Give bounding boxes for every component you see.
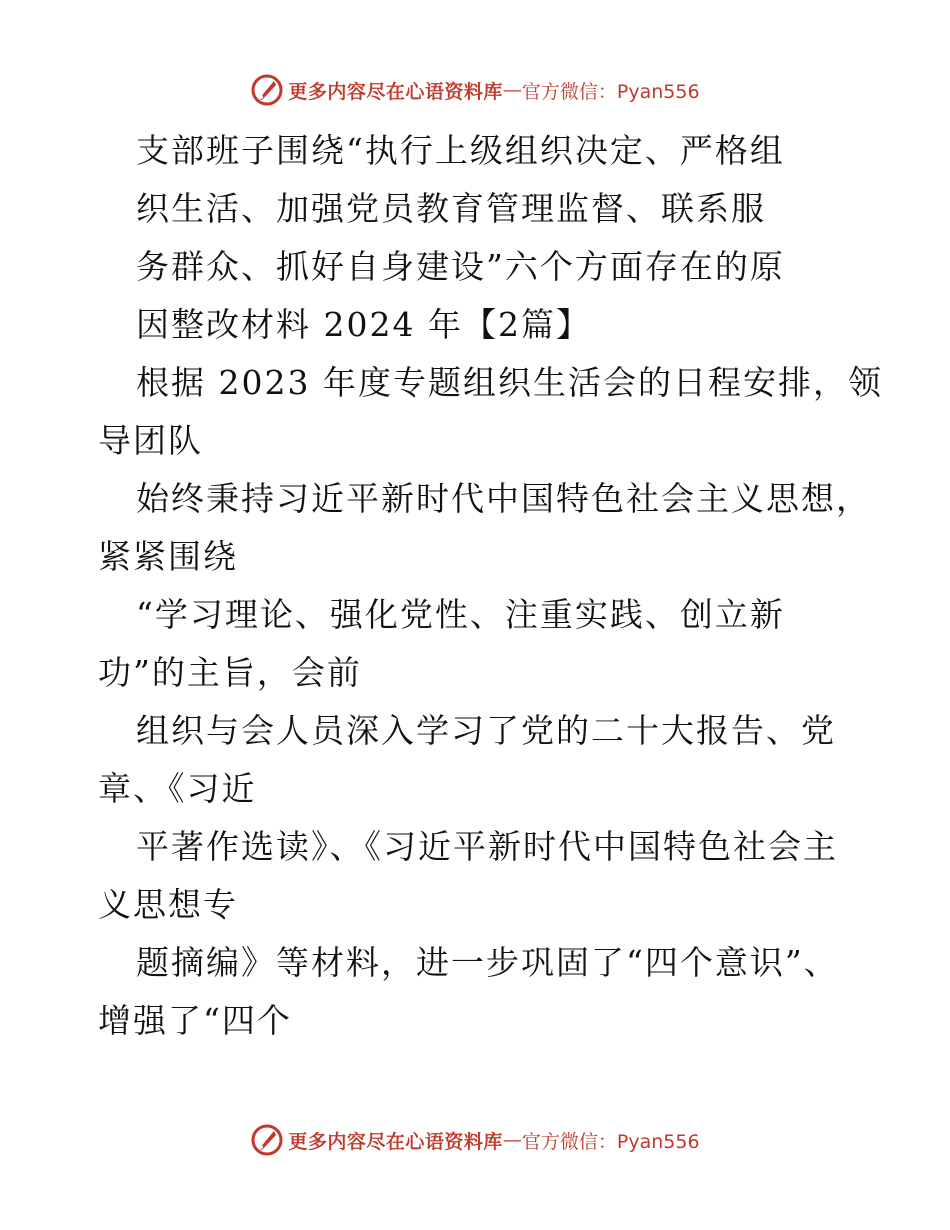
banner-wechat: 官方微信：Pyan556 — [521, 80, 700, 103]
title-line: 织生活、加强党员教育管理监督、联系服 — [136, 189, 766, 228]
footer-banner — [0, 1120, 950, 1160]
body-line: 始终秉持习近平新时代中国特色社会主义思想， — [136, 479, 871, 518]
body-line: 题摘编》等材料，进一步巩固了“四个意识”、 — [136, 943, 839, 982]
body-line: 章、《习近 — [98, 769, 257, 808]
banner-separator: — — [502, 1129, 522, 1151]
body-line: 导团队 — [98, 421, 203, 460]
body-line: 功”的主旨，会前 — [98, 653, 362, 692]
title-line: 因整改材料 2024 年【2篇】 — [136, 305, 591, 344]
body-line: 义思想专 — [98, 885, 238, 924]
body-line: 根据 2023 年度专题组织生活会的日程安排，领 — [136, 363, 883, 402]
body-line: 紧紧围绕 — [98, 537, 238, 576]
title-line: 务群众、抓好自身建设”六个方面存在的原 — [136, 247, 785, 286]
document-body — [98, 122, 883, 1050]
banner-wechat: 官方微信：Pyan556 — [521, 1130, 700, 1153]
banner-title: 更多内容尽在心语资料库 — [288, 1130, 503, 1153]
body-line: 组织与会人员深入学习了党的二十大报告、党 — [136, 711, 836, 750]
quill-logo-icon — [250, 73, 284, 107]
body-line: 平著作选读》、《习近平新时代中国特色社会主 — [136, 827, 838, 866]
body-line: 增强了“四个 — [98, 1001, 292, 1040]
title-line: 支部班子围绕“执行上级组织决定、严格组 — [136, 131, 785, 170]
body-line: “学习理论、强化党性、注重实践、创立新 — [136, 595, 785, 634]
header-banner — [0, 70, 950, 110]
quill-logo-icon — [250, 1123, 284, 1157]
banner-separator: — — [502, 79, 522, 101]
banner-title: 更多内容尽在心语资料库 — [288, 80, 503, 103]
